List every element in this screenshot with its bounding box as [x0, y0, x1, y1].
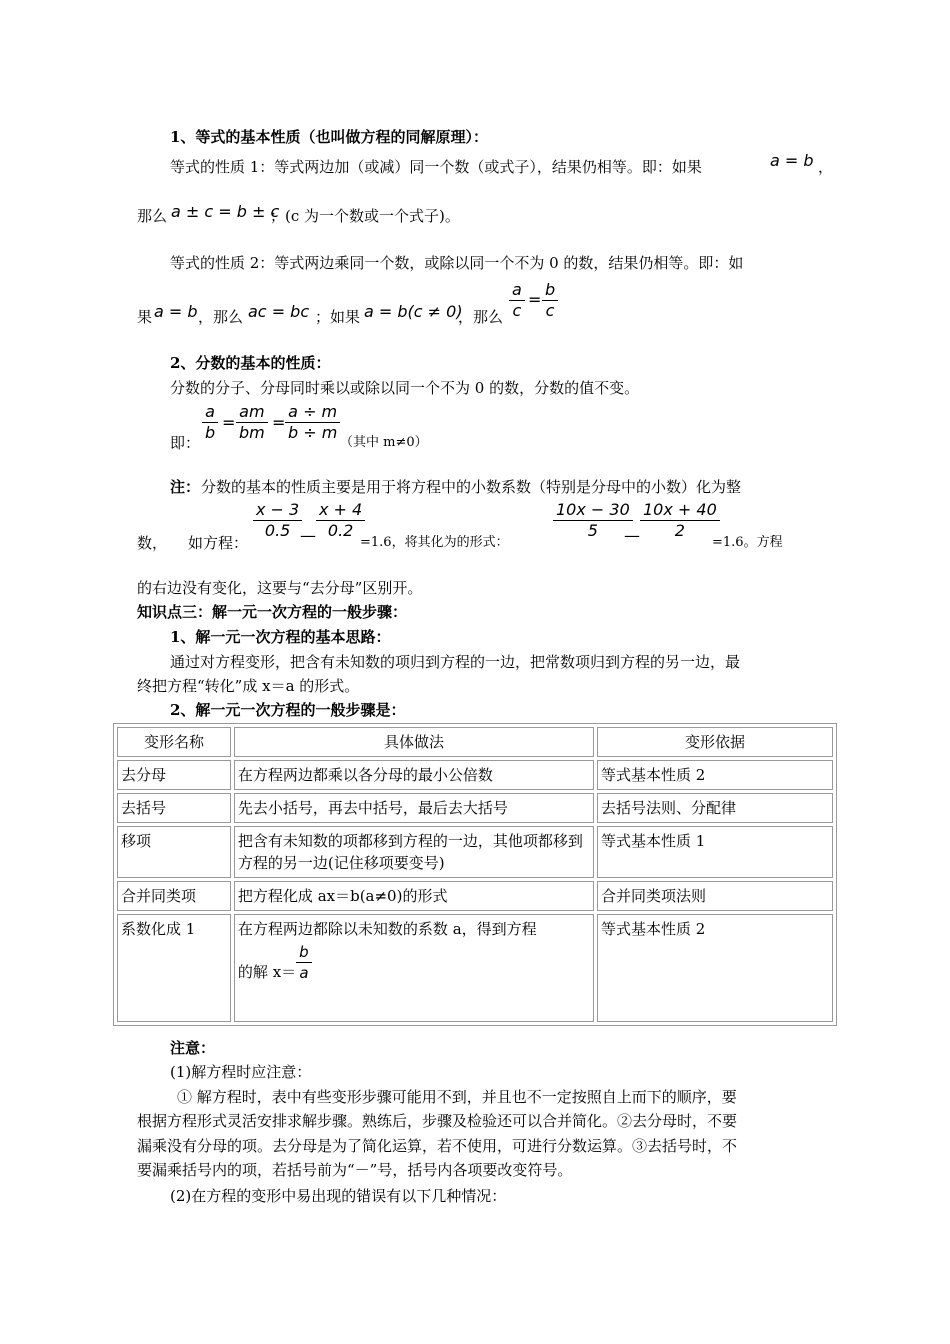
fraction-denominator: c [512, 301, 522, 320]
property1-comma: ， [818, 158, 834, 176]
solution-text: 在方程两边都除以未知数的系数 a，得到方程 [237, 920, 537, 938]
condition-note: （其中 m≠0） [340, 435, 428, 450]
note-label: 注： [170, 478, 201, 496]
property1-text: 等式的性质 1：等式两边加（或减）同一个数（或式子），结果仍相等。即：如果 [170, 158, 702, 176]
fraction-denominator: 5 [587, 521, 598, 540]
fraction-numerator: b [542, 280, 558, 301]
kp3-text-line1: 通过对方程变形，把含有未知数的项归到方程的一边，把常数项归到方程的另一边，最 [170, 653, 741, 671]
fraction-numerator: a [509, 280, 525, 301]
fraction-b-over-a [296, 942, 312, 983]
table-cell-solution [234, 914, 594, 1022]
table-cell: 在方程两边都乘以各分母的最小公倍数 [234, 760, 594, 790]
fraction-numerator: a [202, 402, 218, 423]
notes-para-line1: ① 解方程时，表中有些变形步骤可能用不到，并且也不一定按照自上而下的顺序，要 [177, 1088, 737, 1106]
table-cell: 等式基本性质 2 [597, 914, 833, 1022]
kp3-heading: 知识点三：解一元一次方程的一般步骤： [137, 603, 408, 621]
solution-prefix: 的解 x＝ [237, 962, 297, 981]
fraction-numerator: 10x − 30 [553, 500, 633, 521]
note-text-equation-end: =1.6。方程 [712, 535, 783, 550]
fraction-x-minus-3-over-0.5 [253, 500, 302, 541]
fraction-numerator: x − 3 [253, 500, 302, 521]
notes-heading: 注意： [170, 1039, 216, 1057]
fraction-denominator: c [545, 301, 555, 320]
kp3-subheading-2: 2、解一元一次方程的一般步骤是： [170, 701, 406, 719]
fraction-a-over-b [202, 402, 218, 443]
property2-formula-condition: a = b(c ≠ 0) [364, 302, 463, 321]
kp3-text-line2: 终把方程“转化”成 x＝a 的形式。 [137, 677, 360, 695]
property2-text: 等式的性质 2：等式两边乘同一个数，或除以同一个不为 0 的数，结果仍相等。即：如 [170, 254, 744, 272]
table-cell: 移项 [117, 826, 231, 878]
fraction-denominator: b [205, 423, 216, 442]
fraction-a-div-m-over-b-div-m [285, 402, 340, 443]
notes-item-2: (2)在方程的变形中易出现的错误有以下几种情况： [170, 1187, 507, 1205]
fraction-numerator: a ÷ m [285, 402, 340, 423]
table-header-cell: 变形依据 [597, 727, 833, 757]
fraction-denominator: 2 [674, 521, 685, 540]
section2-text: 分数的分子、分母同时乘以或除以同一个不为 0 的数，分数的值不变。 [170, 379, 640, 397]
table-row [117, 826, 833, 878]
notes-para-line3: 漏乘没有分母的项。去分母是为了简化运算，若不使用，可进行分数运算。③去括号时，不 [137, 1137, 738, 1155]
table-cell: 把含有未知数的项都移到方程的一边，其他项都移到方程的另一边(记住移项要变号) [234, 826, 594, 878]
steps-table [113, 723, 837, 1026]
table-cell: 系数化成 1 [117, 914, 231, 1022]
note-text-equation-label: 如方程： [188, 534, 249, 552]
section2-heading: 2、分数的基本的性质： [170, 354, 331, 372]
fraction-denominator: 0.5 [264, 521, 291, 540]
property2-if-label: 果 [137, 308, 153, 326]
property2-formula-ac-bc: ac = bc [248, 302, 310, 321]
fraction-x-plus-4-over-0.2 [316, 500, 365, 541]
minus-sign: — [624, 526, 640, 545]
property2-if2-label: ；如果 [315, 308, 361, 326]
fraction-denominator: b ÷ m [288, 423, 338, 442]
table-row [117, 881, 833, 911]
property2-fraction-b-over-c [542, 280, 558, 321]
table-cell: 把方程化成 ax＝b(a≠0)的形式 [234, 881, 594, 911]
notes-para-line2: 根据方程形式灵活安排求解步骤。熟练后，步骤及检验还可以合并简化。②去分母时，不要 [137, 1112, 738, 1130]
property2-formula-a-equals-b: a = b [154, 302, 198, 321]
fraction-denominator: 0.2 [327, 521, 354, 540]
fraction-numerator: 10x + 40 [640, 500, 720, 521]
table-cell: 等式基本性质 2 [597, 760, 833, 790]
property1-formula-add: a ± c = b ± c [171, 202, 280, 221]
equals-sign: = [222, 413, 236, 432]
table-cell: 去括号 [117, 793, 231, 823]
fraction-10x-plus-40-over-2 [640, 500, 720, 541]
property2-then2-label: ，那么 [458, 308, 504, 326]
table-cell: 先去小括号，再去中括号，最后去大括号 [234, 793, 594, 823]
solution-formula [238, 942, 590, 983]
table-row [117, 760, 833, 790]
kp3-subheading-1: 1、解一元一次方程的基本思路： [170, 628, 391, 646]
property1-note: ；(c 为一个数或一个式子)。 [270, 207, 460, 225]
table-header-cell: 变形名称 [117, 727, 231, 757]
notes-item-1: (1)解方程时应注意： [170, 1063, 312, 1081]
fraction-denominator: bm [239, 423, 265, 442]
fraction-am-over-bm [236, 402, 268, 443]
table-cell: 等式基本性质 1 [597, 826, 833, 878]
note-text-line3: 的右边没有变化，这要与“去分母”区别开。 [137, 579, 423, 597]
minus-sign: — [300, 526, 316, 545]
equals-sign: = [272, 413, 286, 432]
table-cell: 合并同类项 [117, 881, 231, 911]
note-text-convert: =1.6，将其化为的形式： [360, 535, 509, 550]
fraction-numerator: x + 4 [316, 500, 365, 521]
fraction-denominator: a [299, 964, 309, 982]
equals-sign: = [528, 290, 542, 309]
table-cell: 合并同类项法则 [597, 881, 833, 911]
table-cell: 去分母 [117, 760, 231, 790]
property2-fraction-a-over-c [509, 280, 525, 321]
section1-heading: 1、等式的基本性质（也叫做方程的同解原理）： [170, 128, 488, 146]
table-header-row [117, 727, 833, 757]
note-text-line1: 分数的基本的性质主要是用于将方程中的小数系数（特别是分母中的小数）化为整 [201, 478, 742, 496]
fraction-10x-minus-30-over-5 [553, 500, 633, 541]
table-header-cell: 具体做法 [234, 727, 594, 757]
notes-para-line4: 要漏乘括号内的项，若括号前为“－”号，括号内各项要改变符号。 [137, 1161, 573, 1179]
property2-then-label: ，那么 [198, 308, 244, 326]
note-text-integer: 数， [137, 534, 168, 552]
property1-then-label: 那么 [137, 207, 168, 225]
fraction-numerator: am [236, 402, 267, 423]
table-row [117, 914, 833, 1022]
fraction-numerator: b [296, 942, 312, 963]
table-cell: 去括号法则、分配律 [597, 793, 833, 823]
property1-formula-a-equals-b: a = b [770, 151, 814, 170]
table-row [117, 793, 833, 823]
section2-that-is-label: 即： [170, 434, 201, 452]
